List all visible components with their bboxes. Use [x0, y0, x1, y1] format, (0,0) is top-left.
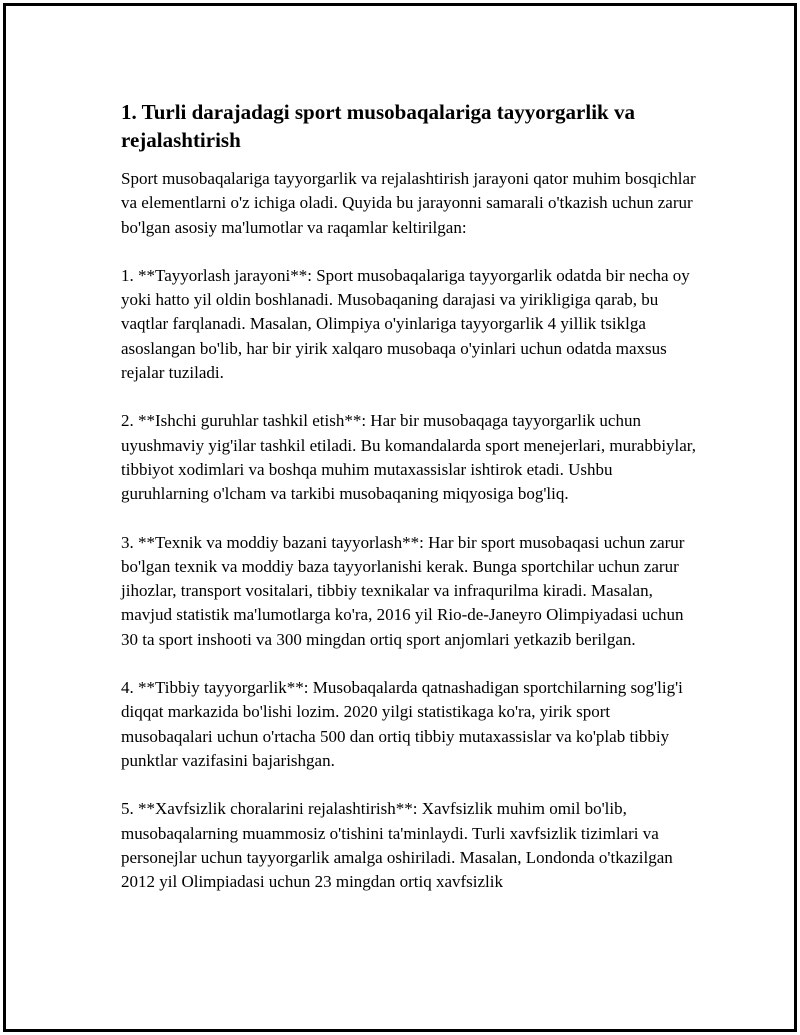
document-page: [3, 3, 797, 1032]
paragraph-technical-base: 3. **Texnik va moddiy bazani tayyorlash**: Har bir sport musobaqasi uchun zarur bo'lgan texnik va moddiy baza tayyorlanishi kerak. Bunga sportchilar uchun zarur jihozlar, transport vositalari, tibbiy texnikalar va infraqurilma kiradi. Masalan, mavjud statistik ma'lumotlarga ko'ra, 2016 yil Rio-de-Janeyro Olimpiyadasi uchun 30 ta sport inshooti va 300 mingdan ortiq sport anjomlari yetkazib berilgan.: [121, 532, 685, 649]
paragraph-medical-preparation: 4. **Tibbiy tayyorgarlik**: Musobaqalarda qatnashadigan sportchilarning sog'lig'i diqqat markazida bo'lishi lozim. 2020 yilgi statistikaga ko'ra, yirik sport musobaqalari uchun o'rtacha 500 dan ortiq tibbiy mutaxassislar va ko'plab tibbiy punktlar vazifasini bajarishgan.: [121, 678, 683, 770]
document-body: [121, 98, 701, 918]
paragraph-security-planning: 5. **Xavfsizlik choralarini rejalashtirish**: Xavfsizlik muhim omil bo'lib, musobaqalarning muammosiz o'tishini ta'minlaydi. Turli xavfsizlik tizimlari va personejlar uchun tayyorgarlik amalga oshiriladi. Masalan, Londonda o'tkazilgan 2012 yil Olimpiadasi uchun 23 mingdan ortiq xavfsizlik: [121, 799, 673, 892]
intro-paragraph: Sport musobaqalariga tayyorgarlik va rejalashtirish jarayoni qator muhim bosqichlar va elementlarni o'z ichiga oladi. Quyida bu jarayonni samarali o'tkazish uchun zarur bo'lgan asosiy ma'lumotlar va raqamlar keltirilgan:: [121, 169, 696, 237]
section-heading: 1. Turli darajadagi sport musobaqalariga tayyorgarlik va rejalashtirish: [121, 100, 635, 152]
paragraph-working-groups: 2. **Ishchi guruhlar tashkil etish**: Har bir musobaqaga tayyorgarlik uchun uyushmaviy yig'ilar tashkil etiladi. Bu komandalarda sport menejerlari, murabbiylar, tibbiyot xodimlari va boshqa muhim mutaxassislar ishtirok etadi. Ushbu guruhlarning o'lcham va tarkibi musobaqaning miqyosiga bog'liq.: [121, 411, 697, 504]
paragraph-preparation-process: 1. **Tayyorlash jarayoni**: Sport musobaqalariga tayyorgarlik odatda bir necha oy yoki hatto yil oldin boshlanadi. Musobaqaning darajasi va yirikligiga qarab, bu vaqtlar farqlanadi. Masalan, Olimpiya o'yinlariga tayyorgarlik 4 yillik tsiklga asoslangan bo'lib, har bir yirik xalqaro musobaqa o'yinlari uchun odatda maxsus rejalar tuziladi.: [121, 265, 690, 383]
